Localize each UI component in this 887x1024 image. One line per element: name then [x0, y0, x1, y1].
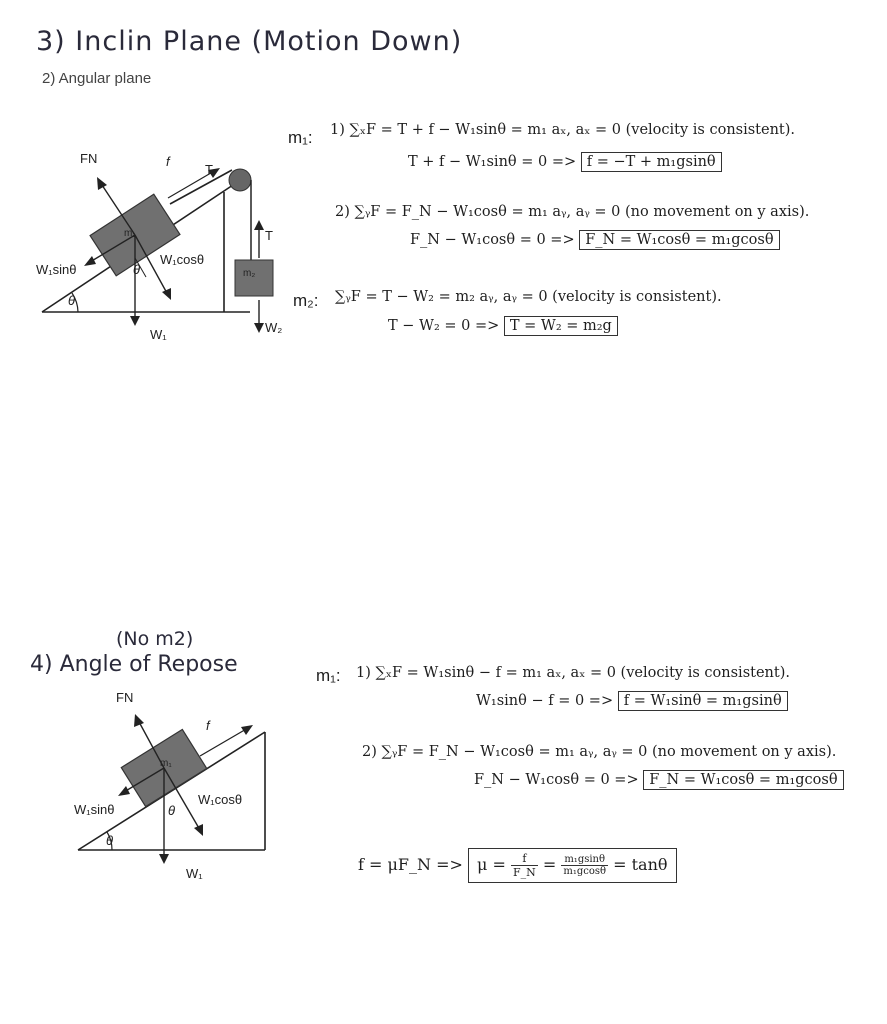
section3-subtitle: 2) Angular plane [42, 70, 152, 87]
fn-label-3: FN [80, 151, 98, 166]
s3-eq3: ∑ᵧF = T − W₂ = m₂ aᵧ, aᵧ = 0 (velocity is consistent). [335, 289, 722, 305]
w1cos-label-3: W₁cosθ [160, 252, 205, 267]
s3-eq1b-box: f = −T + m₁gsinθ [581, 152, 722, 172]
s3-eq1b-left: T + f − W₁sinθ = 0 => [408, 154, 577, 170]
f-label-4: f [206, 718, 210, 733]
w1cos-label-4: W₁cosθ [198, 792, 243, 807]
w1sin-label-3: W₁sinθ [36, 262, 77, 277]
s4-eq2b-left: F_N − W₁cosθ = 0 => [474, 772, 639, 788]
m2-block-label-3: m₂ [243, 268, 256, 279]
theta-label-3b: θ [133, 262, 141, 277]
w1-label-3: W₁ [150, 327, 167, 342]
s4-eq3-g-num: m₁gsinθ [561, 854, 608, 866]
m1-block-label-3: m₁ [124, 228, 136, 239]
s3-eq2: 2) ∑ᵧF = F_N − W₁cosθ = m₁ aᵧ, aᵧ = 0 (no movement on y axis). [335, 204, 810, 220]
s3-eq3b-box: T = W₂ = m₂g [504, 316, 618, 336]
s4-eq1b-left: W₁sinθ − f = 0 => [476, 693, 614, 709]
s4-eq1b-box: f = W₁sinθ = m₁gsinθ [618, 691, 788, 711]
s3-eq2b-left: F_N − W₁cosθ = 0 => [410, 232, 575, 248]
s4-eq3-mu: μ = [477, 855, 506, 874]
s3-eq1b [408, 152, 722, 172]
s3-eq3b [388, 316, 618, 336]
theta-label-3a: θ [68, 293, 76, 308]
s4-eq3-f-num: f [511, 852, 538, 866]
s4-eq2: 2) ∑ᵧF = F_N − W₁cosθ = m₁ aᵧ, aᵧ = 0 (no movement on y axis). [362, 744, 837, 760]
s4-eq3-box [468, 848, 677, 883]
s3-eq2b [410, 230, 780, 250]
f-label-3: f [166, 154, 170, 169]
s4-eq2b-box: F_N = W₁cosθ = m₁gcosθ [643, 770, 843, 790]
s3-m1-prefix: m₁: [288, 128, 313, 147]
theta-label-4b: θ [168, 803, 176, 818]
w1sin-label-4: W₁sinθ [74, 802, 115, 817]
w2-label-3: W₂ [265, 320, 283, 335]
section4-title: 4) Angle of Repose [30, 652, 238, 677]
s4-m1-prefix: m₁: [316, 666, 341, 685]
s4-eq2b [474, 770, 844, 790]
s4-eq3 [358, 848, 677, 883]
s3-eq2b-box: F_N = W₁cosθ = m₁gcosθ [579, 230, 779, 250]
s4-eq1b [476, 691, 788, 711]
w1-label-4: W₁ [186, 866, 203, 881]
s4-eq3-f-den: F_N [512, 866, 536, 879]
t2-label-3: T [265, 228, 273, 243]
s4-eq3-left: f = μF_N => [358, 855, 463, 874]
incline-pulley-diagram [20, 140, 320, 340]
s3-eq3b-left: T − W₂ = 0 => [388, 318, 500, 334]
section4-note: (No m2) [116, 628, 194, 650]
s3-eq1: 1) ∑ₓF = T + f − W₁sinθ = m₁ aₓ, aₓ = 0 (velocity is consistent). [330, 122, 796, 138]
s4-eq3-tan: = tanθ [613, 855, 668, 874]
fn-label-4: FN [116, 690, 134, 705]
s4-eq3-g-den: m₁gcosθ [563, 866, 607, 877]
s4-eq3-eq: = [542, 855, 557, 874]
s3-m2-prefix: m₂: [293, 291, 319, 310]
angle-of-repose-diagram [60, 690, 290, 880]
s4-eq1: 1) ∑ₓF = W₁sinθ − f = m₁ aₓ, aₓ = 0 (velocity is consistent). [356, 665, 790, 681]
s4-eq3-frac-g [561, 854, 608, 877]
m1-block-label-4: m₁ [160, 758, 172, 769]
s4-eq3-frac-f [511, 852, 538, 879]
section3-title: 3) Inclin Plane (Motion Down) [36, 26, 463, 57]
t-label-3: T [205, 162, 213, 177]
theta-label-4a: θ [106, 833, 114, 848]
